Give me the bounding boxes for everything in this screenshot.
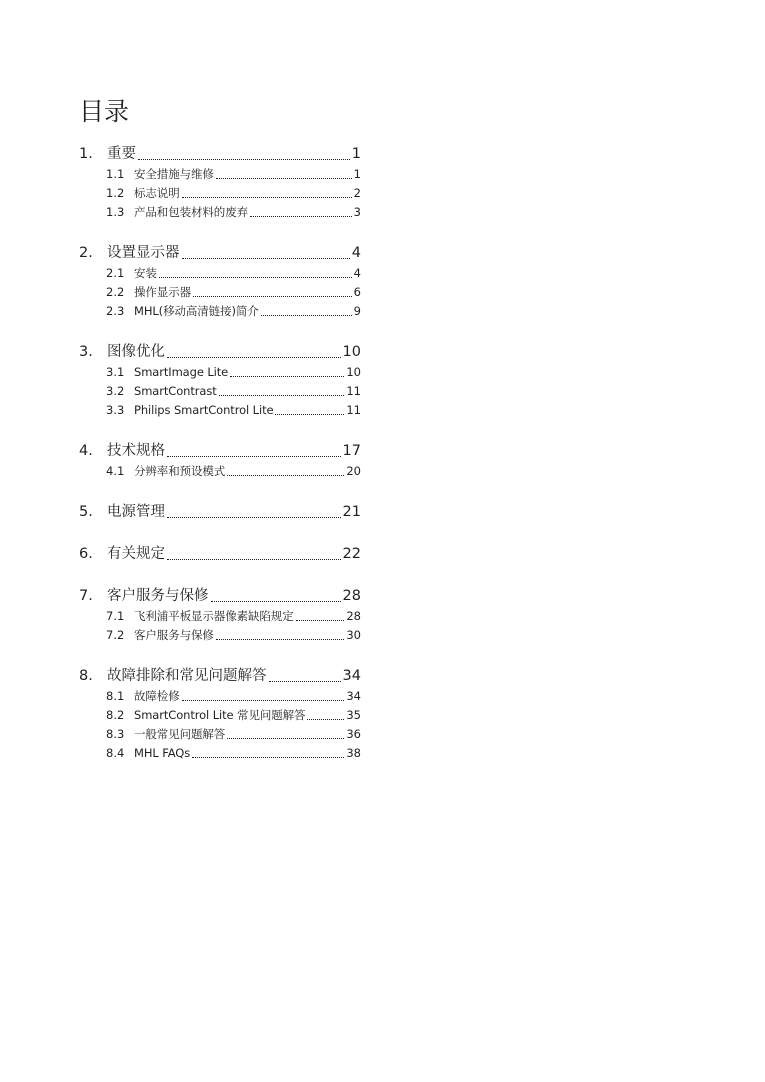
dot-leader bbox=[216, 639, 345, 640]
toc-entry-title: 有关规定 bbox=[107, 546, 165, 562]
toc-entry-title: 电源管理 bbox=[107, 504, 165, 520]
table-of-contents bbox=[79, 143, 361, 763]
toc-entry-number: 3.1 bbox=[106, 365, 125, 379]
toc-section bbox=[79, 543, 361, 565]
dot-leader bbox=[250, 216, 352, 217]
toc-entry-number: 7. bbox=[79, 588, 93, 604]
toc-entry-number: 8.4 bbox=[106, 746, 125, 760]
toc-entry-number: 8.2 bbox=[106, 708, 125, 722]
toc-section bbox=[79, 501, 361, 523]
dot-leader bbox=[159, 277, 352, 278]
dot-leader bbox=[192, 757, 344, 758]
toc-section bbox=[79, 665, 361, 763]
toc-entry-number: 1.2 bbox=[106, 186, 125, 200]
toc-entry-title: 一般常见问题解答 bbox=[134, 727, 226, 741]
toc-subentry[interactable] bbox=[79, 165, 361, 184]
toc-entry-title: 故障排除和常见问题解答 bbox=[107, 668, 267, 684]
toc-entry-title: Philips SmartControl Lite bbox=[134, 403, 274, 417]
dot-leader bbox=[261, 315, 352, 316]
toc-subentry[interactable] bbox=[79, 607, 361, 626]
dot-leader bbox=[167, 559, 341, 560]
toc-section bbox=[79, 143, 361, 222]
dot-leader bbox=[227, 475, 344, 476]
toc-entry-number: 1.3 bbox=[106, 205, 125, 219]
toc-entry-title: 客户服务与保修 bbox=[107, 588, 209, 604]
toc-page-number: 20 bbox=[346, 464, 361, 478]
toc-page-number: 28 bbox=[346, 609, 361, 623]
toc-page-number: 38 bbox=[346, 746, 361, 760]
toc-entry-number: 2.3 bbox=[106, 304, 125, 318]
dot-leader bbox=[211, 601, 341, 602]
dot-leader bbox=[167, 517, 341, 518]
toc-section bbox=[79, 440, 361, 481]
dot-leader bbox=[182, 700, 345, 701]
dot-leader bbox=[275, 414, 344, 415]
dot-leader bbox=[193, 296, 352, 297]
toc-entry-number: 6. bbox=[79, 546, 93, 562]
dot-leader bbox=[138, 159, 350, 160]
dot-leader bbox=[182, 258, 350, 259]
toc-section bbox=[79, 585, 361, 645]
toc-subentry[interactable] bbox=[79, 687, 361, 706]
toc-page-number: 6 bbox=[353, 285, 361, 299]
toc-subentry[interactable] bbox=[79, 462, 361, 481]
toc-page-number: 21 bbox=[342, 504, 361, 520]
toc-entry-title: 分辨率和预设模式 bbox=[134, 464, 226, 478]
toc-subentry[interactable] bbox=[79, 725, 361, 744]
dot-leader bbox=[230, 376, 344, 377]
toc-subentry[interactable] bbox=[79, 283, 361, 302]
toc-entry-title: 故障检修 bbox=[134, 689, 180, 703]
toc-entry-title: 飞利浦平板显示器像素缺陷规定 bbox=[134, 609, 294, 623]
toc-page-number: 2 bbox=[353, 186, 361, 200]
toc-entry-title: MHL FAQs bbox=[134, 746, 191, 760]
toc-entry-number: 3.2 bbox=[106, 384, 125, 398]
toc-page-number: 4 bbox=[353, 266, 361, 280]
toc-entry-number: 3.3 bbox=[106, 403, 125, 417]
toc-entry-title: 设置显示器 bbox=[107, 245, 180, 261]
toc-entry-number: 3. bbox=[79, 344, 93, 360]
toc-subentry[interactable] bbox=[79, 626, 361, 645]
toc-entry-title: MHL(移动高清链接)简介 bbox=[134, 304, 259, 318]
toc-entry-title: 产品和包装材料的废弃 bbox=[134, 205, 248, 219]
toc-entry-title: 标志说明 bbox=[134, 186, 180, 200]
toc-page-number: 22 bbox=[342, 546, 361, 562]
toc-entry[interactable] bbox=[79, 543, 361, 565]
toc-entry-title: 重要 bbox=[107, 146, 136, 162]
toc-page-number: 34 bbox=[346, 689, 361, 703]
toc-entry-number: 2.1 bbox=[106, 266, 125, 280]
toc-subentry[interactable] bbox=[79, 363, 361, 382]
toc-entry-number: 1. bbox=[79, 146, 93, 162]
dot-leader bbox=[167, 357, 341, 358]
toc-page-number: 11 bbox=[346, 403, 361, 417]
toc-entry-number: 2.2 bbox=[106, 285, 125, 299]
toc-page-number: 28 bbox=[342, 588, 361, 604]
toc-section bbox=[79, 341, 361, 420]
toc-subentry[interactable] bbox=[79, 203, 361, 222]
toc-entry[interactable] bbox=[79, 341, 361, 363]
toc-entry-number: 8.1 bbox=[106, 689, 125, 703]
toc-entry[interactable] bbox=[79, 143, 361, 165]
toc-page-number: 10 bbox=[342, 344, 361, 360]
dot-leader bbox=[307, 719, 344, 720]
toc-subentry[interactable] bbox=[79, 184, 361, 203]
toc-page-number: 30 bbox=[346, 628, 361, 642]
toc-entry-title: SmartContrast bbox=[134, 384, 217, 398]
toc-entry-number: 4. bbox=[79, 443, 93, 459]
dot-leader bbox=[167, 456, 341, 457]
toc-entry-title: 客户服务与保修 bbox=[134, 628, 214, 642]
toc-entry-title: 安装 bbox=[134, 266, 157, 280]
toc-entry[interactable] bbox=[79, 440, 361, 462]
toc-page-number: 17 bbox=[342, 443, 361, 459]
toc-subentry[interactable] bbox=[79, 744, 361, 763]
toc-entry-number: 1.1 bbox=[106, 167, 125, 181]
toc-page-number: 35 bbox=[346, 708, 361, 722]
toc-page-number: 1 bbox=[351, 146, 361, 162]
dot-leader bbox=[216, 178, 352, 179]
dot-leader bbox=[269, 681, 341, 682]
page-title: 目录 bbox=[79, 97, 130, 126]
dot-leader bbox=[219, 395, 345, 396]
toc-page-number: 4 bbox=[351, 245, 361, 261]
toc-entry-number: 4.1 bbox=[106, 464, 125, 478]
toc-entry[interactable] bbox=[79, 242, 361, 264]
toc-page-number: 36 bbox=[346, 727, 361, 741]
dot-leader bbox=[227, 738, 344, 739]
toc-entry-number: 8. bbox=[79, 668, 93, 684]
toc-subentry[interactable] bbox=[79, 382, 361, 401]
toc-subentry[interactable] bbox=[79, 264, 361, 283]
toc-entry[interactable] bbox=[79, 665, 361, 687]
toc-entry-title: 安全措施与维修 bbox=[134, 167, 214, 181]
toc-entry-number: 2. bbox=[79, 245, 93, 261]
toc-entry-number: 7.1 bbox=[106, 609, 125, 623]
toc-page-number: 1 bbox=[353, 167, 361, 181]
toc-subentry[interactable] bbox=[79, 706, 361, 725]
toc-page-number: 34 bbox=[342, 668, 361, 684]
toc-entry-number: 5. bbox=[79, 504, 93, 520]
toc-subentry[interactable] bbox=[79, 302, 361, 321]
toc-entry-title: SmartImage Lite bbox=[134, 365, 229, 379]
toc-page-number: 11 bbox=[346, 384, 361, 398]
toc-entry[interactable] bbox=[79, 501, 361, 523]
toc-entry-number: 7.2 bbox=[106, 628, 125, 642]
toc-entry[interactable] bbox=[79, 585, 361, 607]
toc-entry-title: 图像优化 bbox=[107, 344, 165, 360]
toc-page-number: 3 bbox=[353, 205, 361, 219]
toc-entry-title: 技术规格 bbox=[107, 443, 165, 459]
toc-section bbox=[79, 242, 361, 321]
dot-leader bbox=[296, 620, 345, 621]
toc-entry-title: SmartControl Lite 常见问题解答 bbox=[134, 708, 306, 722]
toc-entry-title: 操作显示器 bbox=[134, 285, 191, 299]
toc-page-number: 9 bbox=[353, 304, 361, 318]
dot-leader bbox=[182, 197, 352, 198]
toc-subentry[interactable] bbox=[79, 401, 361, 420]
toc-page-number: 10 bbox=[346, 365, 361, 379]
toc-entry-number: 8.3 bbox=[106, 727, 125, 741]
